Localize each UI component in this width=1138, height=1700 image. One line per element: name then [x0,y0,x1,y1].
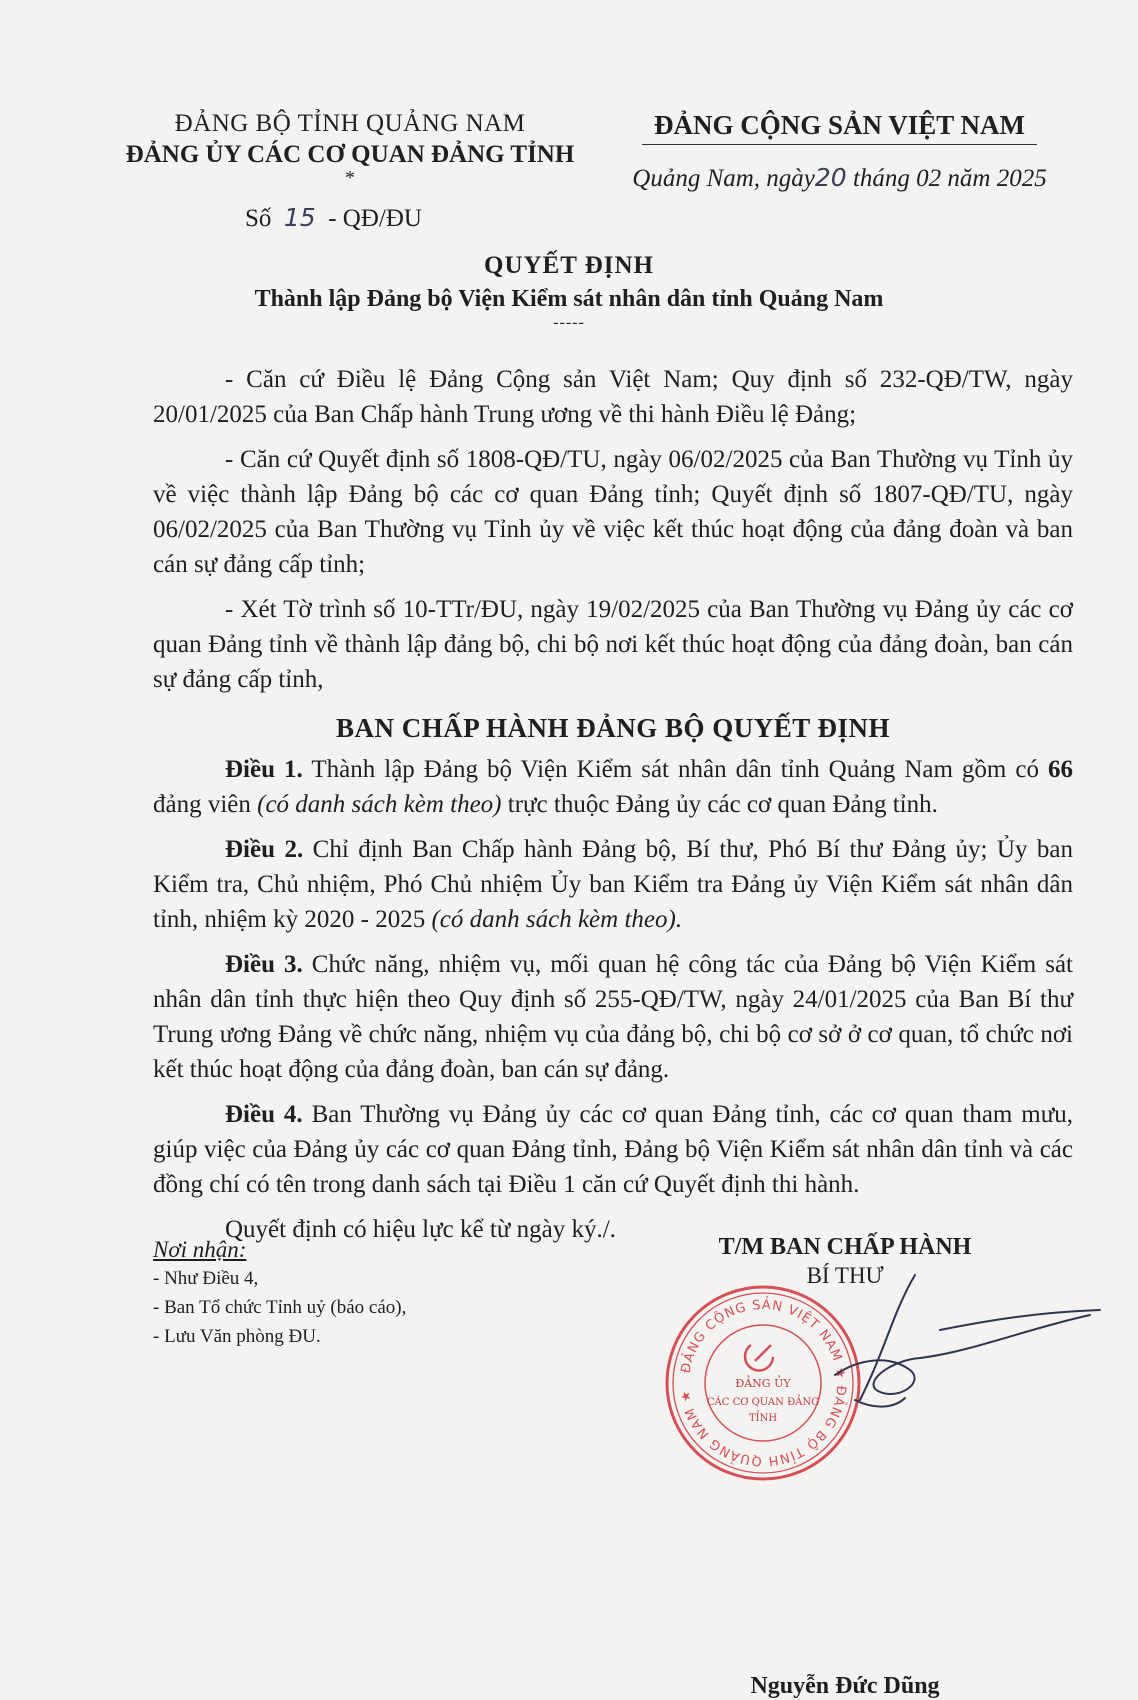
party-name-underline [642,144,1037,145]
effective-clause: Quyết định có hiệu lực kể từ ngày ký./. [225,1216,616,1243]
date-day-handwritten: 20 [814,163,847,192]
seal-center-line-2: CÁC CƠ QUAN ĐẢNG [706,1397,820,1408]
issuing-organization [95,108,605,189]
legal-basis-3: - Xét Tờ trình số 10-TTr/ĐU, ngày 19/02/2025 của Ban Thường vụ Đảng ủy các cơ quan Đảng tỉnh về thành lập đảng bộ, chi bộ nơi kết thúc hoạt động của đảng đoàn, ban cán sự đảng cấp tỉnh, [153,596,1073,693]
recipient-item: - Lưu Văn phòng ĐU. [153,1326,321,1347]
recipients [153,1236,406,1351]
article-3-label: Điều 3. [225,951,303,978]
article-3-text: Chức năng, nhiệm vụ, mối quan hệ công tác của Đảng bộ Viện Kiểm sát nhân dân tỉnh thực hiện theo Quy định số 255-QĐ/TW, ngày 24/01/2025 của Ban Bí thư Trung ương Đảng về chức năng, nhiệm vụ của đảng bộ, chi bộ cơ sở ở cơ quan, tổ chức nơi kết thúc hoạt động của đảng đoàn, ban cán sự đảng. [153,951,1073,1083]
decision-heading: BAN CHẤP HÀNH ĐẢNG BỘ QUYẾT ĐỊNH [335,713,891,743]
recipients-heading: Nơi nhận: [153,1237,247,1262]
national-party-header [612,108,1067,193]
star-mark: * [345,167,355,189]
article-1 [153,752,1073,822]
article-2-text: Chỉ định Ban Chấp hành Đảng bộ, Bí thư, Phó Bí thư Đảng ủy; Ủy ban Kiểm tra, Chủ nhiệm, Phó Chủ nhiệm Ủy ban Kiểm tra Đảng ủy Viện Kiểm sát nhân dân tỉnh, nhiệm kỳ 2020 - 2025 [153,836,1074,933]
article-4-text: Ban Thường vụ Đảng ủy các cơ quan Đảng tỉnh, các cơ quan tham mưu, giúp việc của Đảng ủy các cơ quan Đảng tỉnh, Đảng bộ Viện Kiểm sát nhân dân tỉnh và các đồng chí có tên trong danh sách tại Điều 1 căn cứ Quyết định thi hành. [153,1101,1074,1198]
document-title [0,250,1138,330]
org-line-2: ĐẢNG ỦY CÁC CƠ QUAN ĐẢNG TỈNH [125,141,575,168]
doc-no-prefix: Số [245,205,272,232]
signature-block [690,1234,1000,1700]
article-4-label: Điều 4. [225,1101,303,1128]
signer-position: BÍ THƯ [806,1263,884,1288]
article-2 [153,832,1073,937]
org-line-1: ĐẢNG BỘ TỈNH QUẢNG NAM [174,110,526,137]
legal-basis-1: - Căn cứ Điều lệ Đảng Cộng sản Việt Nam; Quy định số 232-QĐ/TW, ngày 20/01/2025 của Ban Chấp hành Trung ương về thi hành Điều lệ Đảng; [153,366,1073,428]
seal-ring-text: ĐẢNG CỘNG SẢN VIỆT NAM ★ ĐẢNG BỘ TỈNH QUẢNG NAM ★ [678,1297,849,1469]
article-1-text-b: đảng viên [153,791,251,818]
signer-name: Nguyễn Đức Dũng [750,1673,940,1699]
signer-on-behalf: T/M BAN CHẤP HÀNH [718,1234,972,1260]
seal-center-line-1: ĐẢNG ỦY [735,1377,791,1390]
issue-date [612,163,1067,193]
article-1-text-d: trực thuộc Đảng ủy các cơ quan Đảng tỉnh. [507,791,938,818]
doc-no-handwritten: 15 [283,203,316,232]
article-2-attachment-note: (có danh sách kèm theo). [431,906,683,933]
title-main: QUYẾT ĐỊNH [484,252,654,279]
article-1-attachment-note: (có danh sách kèm theo) [257,791,502,818]
article-4 [153,1097,1073,1202]
party-name: ĐẢNG CỘNG SẢN VIỆT NAM [653,110,1026,140]
recipient-item: - Như Điều 4, [153,1268,259,1289]
article-2-label: Điều 2. [225,836,304,863]
article-1-label: Điều 1. [225,756,303,783]
seal-center-line-3: TỈNH [748,1413,778,1424]
document-body [153,362,1073,1247]
date-prefix: Quảng Nam, ngày [632,165,815,192]
member-count: 66 [1048,756,1074,783]
article-3 [153,947,1073,1087]
title-divider: ----- [553,314,585,331]
article-1-text-a: Thành lập Đảng bộ Viện Kiểm sát nhân dân tỉnh Quảng Nam gồm có [311,756,1039,783]
legal-basis-2: - Căn cứ Quyết định số 1808-QĐ/TU, ngày 06/02/2025 của Ban Thường vụ Tỉnh ủy về việc thành lập Đảng bộ các cơ quan Đảng tỉnh; Quyết định số 1807-QĐ/TU, ngày 06/02/2025 của Ban Thường vụ Tỉnh ủy về việc kết thúc hoạt động của đảng đoàn và ban cán sự đảng cấp tỉnh; [153,446,1073,578]
document-number [245,203,422,233]
title-subject: Thành lập Đảng bộ Viện Kiểm sát nhân dân tỉnh Quảng Nam [254,286,884,312]
date-suffix: tháng 02 năm 2025 [852,165,1047,192]
doc-no-suffix: - QĐ/ĐU [328,205,422,232]
recipient-item: - Ban Tổ chức Tỉnh uỷ (báo cáo), [153,1297,407,1318]
